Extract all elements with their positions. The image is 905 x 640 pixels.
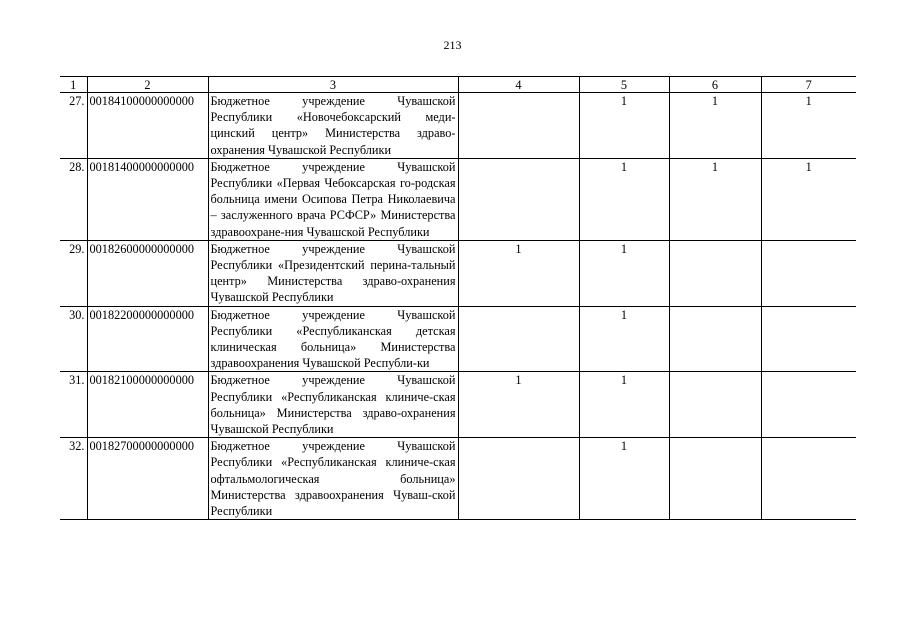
institution-code: 00182700000000000 — [87, 438, 208, 520]
column-4-value — [458, 438, 579, 520]
row-number: 32. — [60, 438, 87, 520]
row-number: 29. — [60, 240, 87, 306]
column-header: 3 — [208, 77, 458, 93]
table-row — [60, 240, 856, 306]
institution-code: 00182200000000000 — [87, 306, 208, 372]
column-6-value — [669, 438, 761, 520]
column-6-value — [669, 240, 761, 306]
institution-name: Бюджетное учреждение Чувашской Республики «Новочебоксарский меди-цинский центр» Министерства здраво-охранения Чувашской Республики — [208, 93, 458, 159]
page-number: 213 — [443, 38, 462, 52]
column-7-value — [761, 306, 856, 372]
column-header: 1 — [60, 77, 87, 93]
column-5-value: 1 — [579, 158, 669, 240]
row-number: 28. — [60, 158, 87, 240]
institution-code: 00182100000000000 — [87, 372, 208, 438]
row-number: 27. — [60, 93, 87, 159]
column-6-value: 1 — [669, 158, 761, 240]
institution-name: Бюджетное учреждение Чувашской Республики «Президентский перина-тальный центр» Министерства здраво-охранения Чувашской Республики — [208, 240, 458, 306]
column-7-value — [761, 240, 856, 306]
row-number: 31. — [60, 372, 87, 438]
row-number: 30. — [60, 306, 87, 372]
institution-name: Бюджетное учреждение Чувашской Республики «Республиканская клиниче-ская больница» Министерства здраво-охранения Чувашской Республики — [208, 372, 458, 438]
institution-name: Бюджетное учреждение Чувашской Республики «Республиканская детская клиническая больница» Министерства здравоохранения Чувашской Республи-ки — [208, 306, 458, 372]
column-5-value: 1 — [579, 306, 669, 372]
column-header: 6 — [669, 77, 761, 93]
column-4-value — [458, 306, 579, 372]
table-row — [60, 438, 856, 520]
column-7-value — [761, 438, 856, 520]
column-7-value — [761, 372, 856, 438]
column-5-value: 1 — [579, 372, 669, 438]
column-4-value — [458, 93, 579, 159]
column-5-value: 1 — [579, 240, 669, 306]
table-row — [60, 93, 856, 159]
column-5-value: 1 — [579, 438, 669, 520]
column-4-value — [458, 158, 579, 240]
column-4-value: 1 — [458, 372, 579, 438]
column-header: 4 — [458, 77, 579, 93]
column-7-value: 1 — [761, 93, 856, 159]
table-row — [60, 306, 856, 372]
column-header: 2 — [87, 77, 208, 93]
table-header-row — [60, 77, 856, 93]
table-row — [60, 158, 856, 240]
column-header: 5 — [579, 77, 669, 93]
institution-name: Бюджетное учреждение Чувашской Республики «Первая Чебоксарская го-родская больница имени Осипова Петра Николаевича – заслуженного врача РСФСР» Министерства здравоохране-ния Чувашской Республики — [208, 158, 458, 240]
institutions-table — [60, 76, 856, 520]
institution-code: 00182600000000000 — [87, 240, 208, 306]
institution-code: 00184100000000000 — [87, 93, 208, 159]
column-4-value: 1 — [458, 240, 579, 306]
column-header: 7 — [761, 77, 856, 93]
institution-name: Бюджетное учреждение Чувашской Республики «Республиканская клиниче-ская офтальмологическая больница» Министерства здравоохранения Чуваш-ской Республики — [208, 438, 458, 520]
table-row — [60, 372, 856, 438]
column-6-value: 1 — [669, 93, 761, 159]
column-6-value — [669, 306, 761, 372]
column-5-value: 1 — [579, 93, 669, 159]
column-7-value: 1 — [761, 158, 856, 240]
institution-code: 00181400000000000 — [87, 158, 208, 240]
column-6-value — [669, 372, 761, 438]
